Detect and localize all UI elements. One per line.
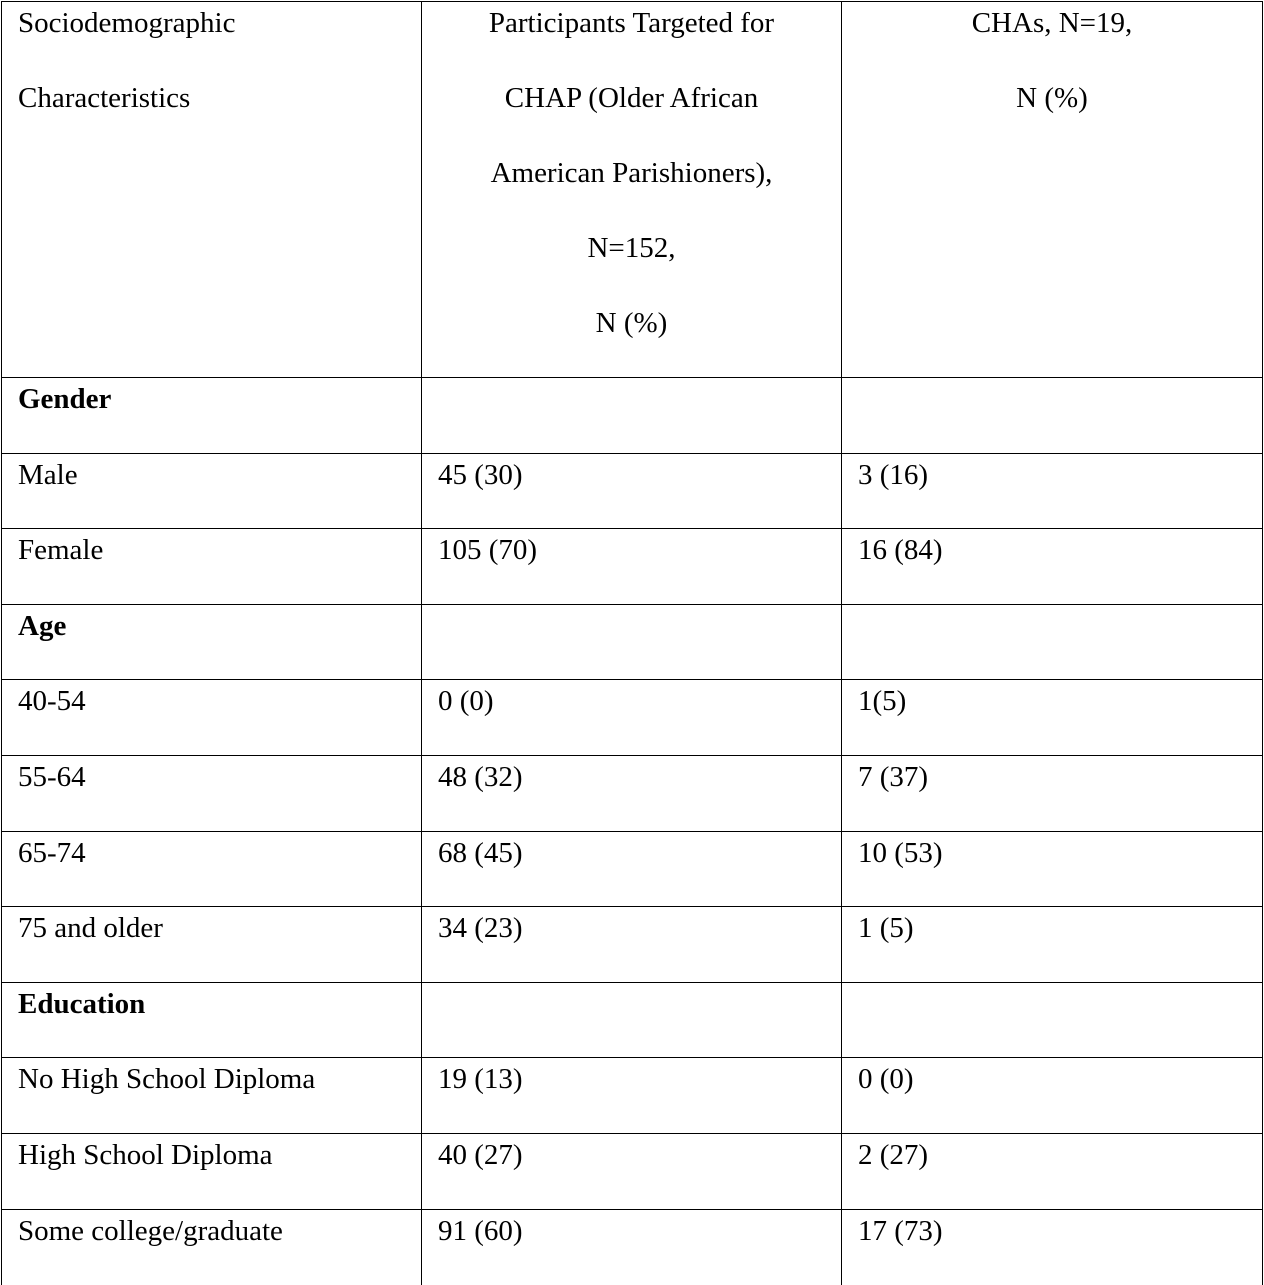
- chas-value-cell: [842, 378, 1263, 454]
- section-label-cell: [2, 604, 422, 680]
- header-chas-line: N (%): [1016, 82, 1088, 114]
- header-participants-line: N (%): [595, 307, 668, 339]
- chas-value-cell: [842, 1058, 1263, 1134]
- participants-value-cell: [422, 453, 842, 529]
- table-row: [2, 907, 1263, 983]
- chas-value-cell: [842, 453, 1263, 529]
- chas-value-cell: [842, 1133, 1263, 1209]
- table-row: [2, 1133, 1263, 1209]
- chas-value: 0 (0): [858, 1063, 914, 1096]
- row-label-cell: [2, 1133, 422, 1209]
- row-label: Some college/graduate: [18, 1214, 283, 1247]
- table-row: [2, 1058, 1263, 1134]
- participants-value-cell: [422, 604, 842, 680]
- chas-value: 10 (53): [858, 836, 943, 869]
- chas-value-cell: [842, 831, 1263, 907]
- header-participants-line: CHAP (Older African: [504, 82, 759, 114]
- participants-value-cell: [422, 755, 842, 831]
- sociodemographic-table: [1, 1, 1263, 1285]
- section-label: Age: [18, 609, 67, 642]
- table-row: [2, 453, 1263, 529]
- row-label-cell: [2, 755, 422, 831]
- section-label: Gender: [18, 383, 112, 415]
- chas-value-cell: [842, 907, 1263, 983]
- header-participants-line: American Parishioners),: [490, 157, 773, 189]
- row-label-cell: [2, 831, 422, 907]
- chas-value-cell: [842, 755, 1263, 831]
- participants-value: 34 (23): [438, 912, 523, 945]
- participants-value-cell: [422, 680, 842, 756]
- participants-value-cell: [422, 907, 842, 983]
- chas-value-cell: [842, 680, 1263, 756]
- section-label-cell: [2, 378, 422, 454]
- participants-value: 48 (32): [438, 760, 523, 793]
- participants-value-cell: [422, 378, 842, 454]
- header-characteristics-line: Sociodemographic: [18, 7, 236, 39]
- chas-value: 3 (16): [858, 458, 929, 491]
- participants-value: 105 (70): [438, 534, 538, 567]
- header-chas: [842, 2, 1263, 378]
- row-label: High School Diploma: [18, 1138, 273, 1171]
- chas-value: 1(5): [858, 685, 907, 718]
- row-label-cell: [2, 680, 422, 756]
- participants-value: 45 (30): [438, 458, 523, 491]
- row-label: 40-54: [18, 685, 86, 718]
- row-label-cell: [2, 529, 422, 605]
- section-label-cell: [2, 982, 422, 1058]
- table-row: [2, 831, 1263, 907]
- header-participants-line: Participants Targeted for: [488, 7, 775, 39]
- section-row: [2, 982, 1263, 1058]
- participants-value-cell: [422, 1133, 842, 1209]
- header-chas-line: CHAs, N=19,: [971, 7, 1133, 39]
- row-label-cell: [2, 907, 422, 983]
- header-characteristics-line: Characteristics: [18, 82, 191, 114]
- chas-value: 1 (5): [858, 912, 914, 945]
- table-row: [2, 1209, 1263, 1285]
- chas-value: 2 (27): [858, 1138, 929, 1171]
- chas-value-cell: [842, 529, 1263, 605]
- section-label: Education: [18, 987, 146, 1020]
- row-label-cell: [2, 1209, 422, 1285]
- chas-value-cell: [842, 604, 1263, 680]
- section-row: [2, 378, 1263, 454]
- participants-value: 40 (27): [438, 1138, 523, 1171]
- table-row: [2, 680, 1263, 756]
- header-participants-line: N=152,: [587, 232, 676, 264]
- participants-value: 68 (45): [438, 836, 523, 869]
- row-label: 75 and older: [18, 912, 163, 945]
- row-label: Male: [18, 458, 78, 491]
- row-label: No High School Diploma: [18, 1063, 316, 1096]
- table-header-row: [2, 2, 1263, 378]
- chas-value-cell: [842, 982, 1263, 1058]
- table-row: [2, 755, 1263, 831]
- header-participants: [422, 2, 842, 378]
- chas-value: 16 (84): [858, 534, 943, 567]
- table-row: [2, 529, 1263, 605]
- chas-value: 17 (73): [858, 1214, 943, 1247]
- participants-value: 0 (0): [438, 685, 494, 718]
- participants-value-cell: [422, 982, 842, 1058]
- row-label: Female: [18, 534, 104, 567]
- participants-value: 19 (13): [438, 1063, 523, 1096]
- participants-value-cell: [422, 831, 842, 907]
- row-label-cell: [2, 453, 422, 529]
- row-label: 65-74: [18, 836, 86, 869]
- participants-value: 91 (60): [438, 1214, 523, 1247]
- section-row: [2, 604, 1263, 680]
- row-label: 55-64: [18, 760, 86, 793]
- header-characteristics: [2, 2, 422, 378]
- participants-value-cell: [422, 1058, 842, 1134]
- participants-value-cell: [422, 529, 842, 605]
- participants-value-cell: [422, 1209, 842, 1285]
- row-label-cell: [2, 1058, 422, 1134]
- chas-value: 7 (37): [858, 760, 929, 793]
- chas-value-cell: [842, 1209, 1263, 1285]
